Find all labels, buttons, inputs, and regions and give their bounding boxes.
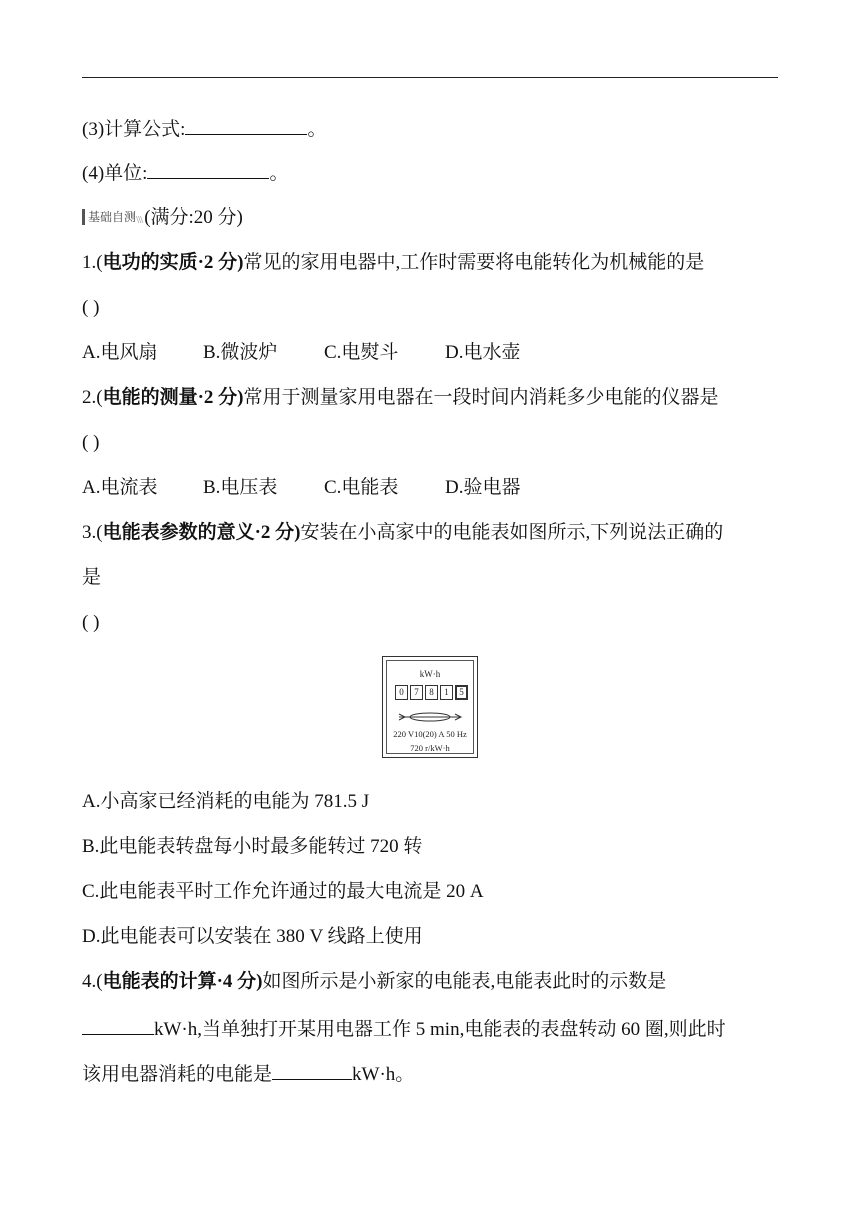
formula-line [82, 116, 326, 143]
q1-stem [82, 250, 704, 276]
section-header [82, 205, 243, 233]
q2-text: 常用于测量家用电器在一段时间内消耗多少电能的仪器是 [243, 387, 719, 408]
header-rule [82, 77, 778, 78]
q1-topic: 电功的实质·2 分 [102, 252, 238, 273]
section-badge: 基础自测 [82, 209, 136, 225]
meter-digit: 1 [440, 685, 453, 700]
meter-disc-icon [397, 710, 463, 724]
q4-topic: 电能表的计算·4 分 [102, 971, 257, 992]
q2-topic: 电能的测量·2 分 [102, 387, 238, 408]
q1-option-d[interactable]: D.电水壶 [445, 342, 521, 363]
meter-digits [395, 685, 468, 700]
q3-option-a[interactable]: A.小高家已经消耗的电能为 781.5 J [82, 791, 370, 812]
q1-option-b[interactable]: B.微波炉 [203, 342, 278, 363]
formula-label: (3)计算公式: [82, 119, 186, 140]
meter-digit: 8 [425, 685, 438, 700]
meter-digit-decimal: 5 [455, 685, 468, 700]
q2-topic-close: ) [237, 387, 244, 408]
q3-topic: 电能表参数的意义·2 分 [102, 522, 295, 543]
q2-option-c[interactable]: C.电能表 [324, 477, 399, 498]
q1-text: 常见的家用电器中,工作时需要将电能转化为机械能的是 [243, 252, 705, 273]
q2-option-d[interactable]: D.验电器 [445, 477, 521, 498]
meter-spec-rating: 220 V10(20) A 50 Hz [393, 729, 467, 739]
q2-option-b[interactable]: B.电压表 [203, 477, 278, 498]
q2-options [82, 475, 566, 501]
q2-number: 2.( [82, 387, 103, 408]
q1-number: 1.( [82, 252, 103, 273]
q4-line3 [82, 1061, 414, 1088]
q2-answer-paren[interactable]: ( ) [82, 432, 100, 453]
q4-line2 [82, 1016, 726, 1043]
section-score: (满分:20 分) [144, 207, 243, 228]
q4-energy-blank[interactable] [272, 1061, 352, 1080]
unit-label: (4)单位: [82, 163, 148, 184]
q4-text2: kW·h,当单独打开某用电器工作 5 min,电能表的表盘转动 60 圈,则此时 [154, 1019, 726, 1040]
unit-line [82, 160, 288, 187]
q1-option-a[interactable]: A.电风扇 [82, 342, 158, 363]
unit-end: 。 [269, 163, 289, 184]
q3-stem [82, 520, 723, 546]
q4-reading-blank[interactable] [82, 1016, 154, 1035]
q4-stem [82, 969, 666, 995]
unit-blank[interactable] [147, 160, 269, 179]
q1-options [82, 340, 566, 366]
q3-option-b[interactable]: B.此电能表转盘每小时最多能转过 720 转 [82, 836, 423, 857]
meter-spec-constant: 720 r/kW·h [410, 743, 450, 753]
q3-number: 3.( [82, 522, 103, 543]
q2-option-a[interactable]: A.电流表 [82, 477, 158, 498]
q2-stem [82, 385, 719, 411]
meter-unit: kW·h [419, 669, 441, 679]
q3-answer-paren[interactable]: ( ) [82, 612, 100, 633]
meter-digit: 7 [410, 685, 423, 700]
q4-text: 如图所示是小新家的电能表,电能表此时的示数是 [262, 971, 667, 992]
formula-blank[interactable] [185, 116, 307, 135]
q4-text3: 该用电器消耗的电能是 [82, 1064, 273, 1085]
q3-text: 安装在小高家中的电能表如图所示,下列说法正确的 [300, 522, 724, 543]
q4-unit-end: kW·h。 [352, 1064, 415, 1085]
q1-answer-paren[interactable]: ( ) [82, 297, 100, 318]
q3-text-cont: 是 [82, 567, 102, 588]
q4-topic-close: ) [256, 971, 263, 992]
meter-digit: 0 [395, 685, 408, 700]
meter-panel [386, 660, 474, 754]
section-slashes: \\\ [136, 214, 143, 226]
electric-meter-figure [382, 656, 478, 758]
q1-topic-close: ) [237, 252, 244, 273]
q3-topic-close: ) [294, 522, 301, 543]
q4-number: 4.( [82, 971, 103, 992]
formula-end: 。 [307, 119, 327, 140]
q3-option-d[interactable]: D.此电能表可以安装在 380 V 线路上使用 [82, 926, 423, 947]
q1-option-c[interactable]: C.电熨斗 [324, 342, 399, 363]
q3-option-c[interactable]: C.此电能表平时工作允许通过的最大电流是 20 A [82, 881, 484, 902]
